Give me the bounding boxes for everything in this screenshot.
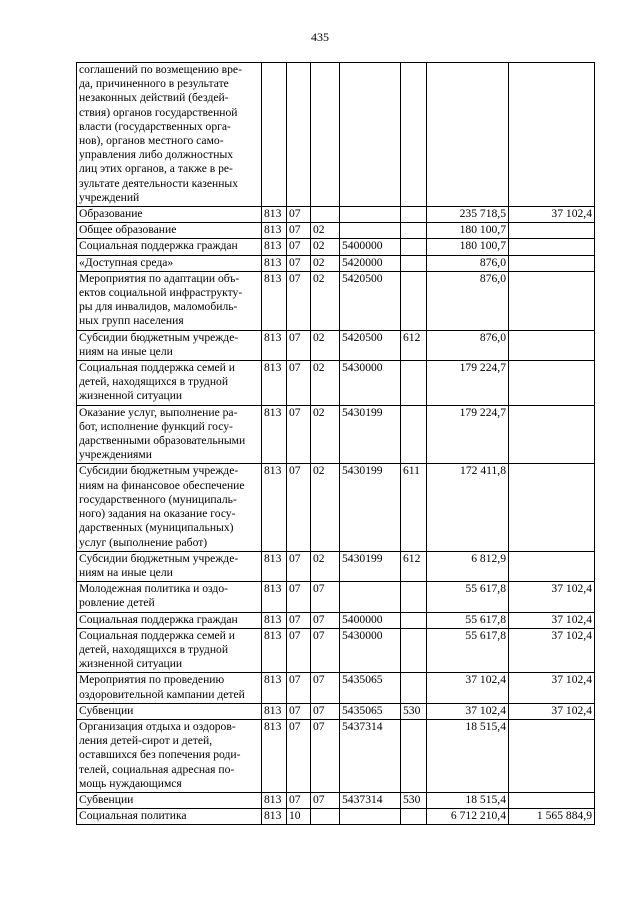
- cell-amount-total-text: 55 617,8: [465, 582, 506, 596]
- cell-department-code-text: 813: [264, 223, 282, 237]
- cell-amount-subvention-text: 1 565 884,9: [536, 809, 592, 823]
- cell-section-code: [287, 628, 311, 673]
- table-row: [77, 405, 595, 464]
- cell-expense-type-code: [401, 330, 427, 360]
- cell-target-article-code: [340, 330, 401, 360]
- cell-amount-total-text: 6 712 210,4: [450, 809, 506, 823]
- cell-name: [77, 405, 262, 464]
- cell-name: [77, 63, 262, 207]
- cell-subsection-code-text: 02: [313, 271, 325, 285]
- cell-expense-type-code: [401, 464, 427, 551]
- cell-department-code-text: 813: [264, 809, 282, 823]
- cell-name: [77, 464, 262, 551]
- cell-subsection-code: [311, 673, 340, 703]
- cell-amount-total: [427, 239, 509, 255]
- cell-amount-subvention: [509, 255, 595, 271]
- cell-name-text: Субсидии бюджетным учрежде- ниям на финансовое обеспечение государственного (муниципаль- ного) задания на оказание госу- дарственных (муниципальных) услуг (выполнение работ): [79, 464, 245, 549]
- cell-expense-type-code: [401, 628, 427, 673]
- cell-section-code-text: 07: [289, 582, 301, 596]
- cell-name-text: Субвенции: [79, 792, 134, 806]
- cell-target-article-code-text: 5435065: [342, 703, 383, 717]
- table-row: [77, 582, 595, 612]
- cell-subsection-code-text: 02: [313, 464, 325, 478]
- cell-amount-total: [427, 464, 509, 551]
- cell-expense-type-code: [401, 63, 427, 207]
- cell-name: [77, 255, 262, 271]
- cell-expense-type-code: [401, 361, 427, 406]
- cell-amount-total-text: 18 515,4: [465, 719, 506, 733]
- cell-section-code-text: 07: [289, 612, 301, 626]
- cell-section-code-text: 07: [289, 792, 301, 806]
- cell-section-code-text: 07: [289, 719, 301, 733]
- cell-target-article-code: [340, 612, 401, 628]
- cell-amount-subvention-text: 37 102,4: [551, 703, 592, 717]
- cell-name-text: Образование: [79, 207, 143, 221]
- cell-amount-total-text: 235 718,5: [459, 207, 506, 221]
- cell-name: [77, 223, 262, 239]
- cell-target-article-code-text: 5400000: [342, 239, 383, 253]
- cell-department-code-text: 813: [264, 330, 282, 344]
- cell-target-article-code: [340, 207, 401, 223]
- cell-expense-type-code: [401, 405, 427, 464]
- cell-section-code: [287, 792, 311, 808]
- cell-expense-type-code: [401, 792, 427, 808]
- cell-subsection-code-text: 02: [313, 330, 325, 344]
- cell-expense-type-code-text: 612: [403, 551, 421, 565]
- cell-expense-type-code: [401, 271, 427, 330]
- cell-department-code-text: 813: [264, 551, 282, 565]
- cell-department-code-text: 813: [264, 361, 282, 375]
- cell-target-article-code: [340, 405, 401, 464]
- cell-name: [77, 551, 262, 581]
- cell-department-code-text: 813: [264, 628, 282, 642]
- cell-section-code-text: 07: [289, 271, 301, 285]
- table-row: [77, 63, 595, 207]
- cell-amount-subvention: [509, 551, 595, 581]
- cell-name: [77, 207, 262, 223]
- cell-subsection-code-text: 02: [313, 551, 325, 565]
- cell-target-article-code: [340, 223, 401, 239]
- cell-target-article-code-text: 5430000: [342, 628, 383, 642]
- cell-subsection-code: [311, 612, 340, 628]
- cell-amount-subvention: [509, 271, 595, 330]
- cell-amount-subvention: [509, 63, 595, 207]
- cell-name-text: Общее образование: [79, 223, 177, 237]
- cell-section-code: [287, 551, 311, 581]
- cell-amount-subvention: [509, 207, 595, 223]
- table-row: [77, 361, 595, 406]
- cell-department-code: [262, 405, 287, 464]
- cell-department-code-text: 813: [264, 464, 282, 478]
- cell-name: [77, 612, 262, 628]
- cell-amount-total-text: 18 515,4: [465, 792, 506, 806]
- cell-section-code: [287, 330, 311, 360]
- cell-target-article-code: [340, 271, 401, 330]
- table-row: [77, 792, 595, 808]
- cell-target-article-code: [340, 582, 401, 612]
- cell-name: [77, 703, 262, 719]
- cell-name: [77, 361, 262, 406]
- cell-amount-total-text: 180 100,7: [459, 239, 506, 253]
- cell-target-article-code-text: 5435065: [342, 673, 383, 687]
- cell-name-text: Социальная поддержка семей и детей, находящихся в трудной жизненной ситуации: [79, 628, 235, 671]
- cell-department-code-text: 813: [264, 673, 282, 687]
- cell-amount-total: [427, 223, 509, 239]
- cell-department-code-text: 813: [264, 207, 282, 221]
- cell-department-code: [262, 612, 287, 628]
- cell-target-article-code: [340, 63, 401, 207]
- cell-subsection-code-text: 02: [313, 239, 325, 253]
- cell-amount-subvention-text: 37 102,4: [551, 207, 592, 221]
- cell-amount-subvention: [509, 405, 595, 464]
- table-body: [77, 63, 595, 825]
- cell-section-code: [287, 405, 311, 464]
- cell-subsection-code: [311, 582, 340, 612]
- cell-section-code-text: 07: [289, 223, 301, 237]
- cell-amount-subvention: [509, 361, 595, 406]
- cell-name-text: Оказание услуг, выполнение ра- бот, исполнение функций госу- дарственными образовательными учреждениями: [79, 405, 246, 462]
- cell-department-code: [262, 703, 287, 719]
- cell-amount-total: [427, 551, 509, 581]
- cell-amount-subvention: [509, 582, 595, 612]
- cell-target-article-code: [340, 673, 401, 703]
- table-row: [77, 719, 595, 792]
- cell-name: [77, 673, 262, 703]
- cell-amount-total: [427, 330, 509, 360]
- cell-section-code-text: 07: [289, 628, 301, 642]
- table-row: [77, 239, 595, 255]
- cell-department-code: [262, 582, 287, 612]
- cell-subsection-code-text: 07: [313, 628, 325, 642]
- table-row: [77, 271, 595, 330]
- cell-department-code: [262, 792, 287, 808]
- cell-target-article-code-text: 5437314: [342, 792, 383, 806]
- cell-subsection-code-text: 02: [313, 405, 325, 419]
- cell-target-article-code-text: 5430199: [342, 405, 383, 419]
- cell-name: [77, 628, 262, 673]
- cell-section-code-text: 07: [289, 239, 301, 253]
- cell-section-code-text: 07: [289, 703, 301, 717]
- cell-expense-type-code: [401, 207, 427, 223]
- table-row: [77, 809, 595, 825]
- cell-section-code-text: 07: [289, 464, 301, 478]
- cell-department-code: [262, 223, 287, 239]
- cell-subsection-code: [311, 207, 340, 223]
- cell-section-code: [287, 207, 311, 223]
- table-row: [77, 330, 595, 360]
- cell-amount-total: [427, 271, 509, 330]
- cell-amount-total: [427, 405, 509, 464]
- cell-subsection-code-text: 07: [313, 719, 325, 733]
- cell-amount-total-text: 37 102,4: [465, 673, 506, 687]
- cell-department-code: [262, 551, 287, 581]
- cell-department-code: [262, 628, 287, 673]
- cell-amount-subvention-text: 37 102,4: [551, 673, 592, 687]
- cell-amount-total-text: 6 812,9: [471, 551, 506, 565]
- cell-expense-type-code-text: 612: [403, 330, 421, 344]
- cell-expense-type-code: [401, 612, 427, 628]
- cell-name: [77, 792, 262, 808]
- cell-name-text: Социальная поддержка граждан: [79, 239, 238, 253]
- cell-amount-total: [427, 703, 509, 719]
- cell-department-code: [262, 63, 287, 207]
- cell-section-code-text: 10: [289, 809, 301, 823]
- cell-amount-total-text: 179 224,7: [459, 405, 506, 419]
- cell-expense-type-code-text: 530: [403, 792, 421, 806]
- cell-name: [77, 719, 262, 792]
- cell-target-article-code: [340, 809, 401, 825]
- cell-subsection-code-text: 02: [313, 361, 325, 375]
- cell-amount-total: [427, 809, 509, 825]
- cell-subsection-code-text: 07: [313, 792, 325, 806]
- cell-subsection-code: [311, 628, 340, 673]
- cell-amount-subvention: [509, 223, 595, 239]
- cell-amount-subvention: [509, 719, 595, 792]
- cell-name-text: Молодежная политика и оздо- ровление детей: [79, 582, 228, 610]
- cell-section-code: [287, 673, 311, 703]
- cell-target-article-code-text: 5430199: [342, 464, 383, 478]
- cell-subsection-code: [311, 809, 340, 825]
- cell-department-code: [262, 809, 287, 825]
- cell-name-text: Социальная поддержка семей и детей, находящихся в трудной жизненной ситуации: [79, 361, 235, 403]
- table-row: [77, 628, 595, 673]
- cell-name-text: «Доступная среда»: [79, 255, 174, 269]
- cell-section-code: [287, 703, 311, 719]
- cell-amount-subvention: [509, 628, 595, 673]
- table-row: [77, 207, 595, 223]
- cell-amount-total-text: 37 102,4: [465, 703, 506, 717]
- cell-name-text: Социальная политика: [79, 809, 187, 823]
- cell-department-code: [262, 255, 287, 271]
- cell-department-code-text: 813: [264, 405, 282, 419]
- cell-subsection-code: [311, 239, 340, 255]
- cell-amount-total: [427, 673, 509, 703]
- cell-section-code: [287, 809, 311, 825]
- cell-section-code: [287, 582, 311, 612]
- cell-amount-total-text: 55 617,8: [465, 628, 506, 642]
- cell-expense-type-code-text: 530: [403, 703, 421, 717]
- cell-department-code: [262, 719, 287, 792]
- cell-section-code-text: 07: [289, 207, 301, 221]
- cell-name-text: Субвенции: [79, 703, 134, 717]
- table-row: [77, 223, 595, 239]
- cell-subsection-code: [311, 255, 340, 271]
- cell-expense-type-code: [401, 673, 427, 703]
- cell-target-article-code-text: 5400000: [342, 612, 383, 626]
- cell-subsection-code-text: 07: [313, 582, 325, 596]
- cell-department-code: [262, 464, 287, 551]
- cell-expense-type-code: [401, 719, 427, 792]
- cell-name: [77, 330, 262, 360]
- cell-subsection-code: [311, 703, 340, 719]
- table-row: [77, 464, 595, 551]
- cell-amount-total: [427, 792, 509, 808]
- cell-target-article-code: [340, 361, 401, 406]
- cell-subsection-code-text: 07: [313, 703, 325, 717]
- cell-expense-type-code: [401, 582, 427, 612]
- cell-name-text: Социальная поддержка граждан: [79, 612, 238, 626]
- cell-amount-subvention: [509, 792, 595, 808]
- cell-amount-subvention-text: 37 102,4: [551, 612, 592, 626]
- cell-amount-subvention: [509, 464, 595, 551]
- cell-name: [77, 239, 262, 255]
- cell-amount-total: [427, 719, 509, 792]
- cell-expense-type-code: [401, 703, 427, 719]
- cell-section-code: [287, 63, 311, 207]
- cell-department-code-text: 813: [264, 792, 282, 806]
- page-number: 435: [311, 30, 329, 44]
- cell-section-code: [287, 464, 311, 551]
- budget-table: [76, 62, 595, 825]
- cell-target-article-code-text: 5430000: [342, 361, 383, 375]
- cell-section-code-text: 07: [289, 551, 301, 565]
- cell-amount-total: [427, 255, 509, 271]
- cell-name-text: соглашений по возмещению вре- да, причиненного в результате незаконных действий (бездей- ствия) органов государственной власти (государственных орга- нов), органов местного само- управления либо должностных лиц этих органов, а также в ре- зультате деятельности казенных учреждений: [79, 63, 242, 204]
- cell-amount-subvention: [509, 703, 595, 719]
- cell-target-article-code: [340, 464, 401, 551]
- cell-expense-type-code-text: 611: [403, 464, 420, 478]
- cell-subsection-code: [311, 405, 340, 464]
- cell-amount-subvention: [509, 239, 595, 255]
- cell-department-code-text: 813: [264, 719, 282, 733]
- cell-amount-total: [427, 361, 509, 406]
- table-row: [77, 703, 595, 719]
- table-row: [77, 551, 595, 581]
- cell-amount-total-text: 180 100,7: [459, 223, 506, 237]
- cell-amount-subvention: [509, 809, 595, 825]
- cell-subsection-code: [311, 271, 340, 330]
- cell-amount-total: [427, 628, 509, 673]
- cell-expense-type-code: [401, 255, 427, 271]
- table-row: [77, 673, 595, 703]
- cell-department-code: [262, 207, 287, 223]
- cell-subsection-code: [311, 63, 340, 207]
- cell-expense-type-code: [401, 239, 427, 255]
- cell-subsection-code: [311, 719, 340, 792]
- cell-name-text: Мероприятия по проведению оздоровительной кампании детей: [79, 673, 245, 701]
- cell-section-code: [287, 255, 311, 271]
- cell-section-code: [287, 271, 311, 330]
- cell-subsection-code: [311, 464, 340, 551]
- cell-amount-subvention: [509, 612, 595, 628]
- cell-target-article-code-text: 5420500: [342, 271, 383, 285]
- cell-department-code: [262, 673, 287, 703]
- cell-target-article-code-text: 5437314: [342, 719, 383, 733]
- cell-subsection-code-text: 02: [313, 255, 325, 269]
- cell-target-article-code: [340, 628, 401, 673]
- cell-amount-total-text: 55 617,8: [465, 612, 506, 626]
- cell-subsection-code-text: 02: [313, 223, 325, 237]
- cell-amount-total: [427, 612, 509, 628]
- cell-subsection-code: [311, 792, 340, 808]
- cell-section-code: [287, 239, 311, 255]
- cell-section-code: [287, 719, 311, 792]
- cell-amount-total-text: 876,0: [479, 271, 506, 285]
- cell-amount-total: [427, 63, 509, 207]
- cell-target-article-code: [340, 551, 401, 581]
- table-row: [77, 255, 595, 271]
- table-row: [77, 612, 595, 628]
- cell-subsection-code: [311, 551, 340, 581]
- cell-department-code: [262, 330, 287, 360]
- cell-target-article-code: [340, 719, 401, 792]
- cell-department-code: [262, 271, 287, 330]
- cell-section-code: [287, 612, 311, 628]
- cell-amount-total-text: 876,0: [479, 255, 506, 269]
- cell-section-code-text: 07: [289, 361, 301, 375]
- cell-section-code: [287, 223, 311, 239]
- cell-amount-subvention: [509, 673, 595, 703]
- cell-amount-total-text: 172 411,8: [460, 464, 506, 478]
- cell-amount-subvention-text: 37 102,4: [551, 582, 592, 596]
- cell-department-code-text: 813: [264, 271, 282, 285]
- cell-target-article-code-text: 5430199: [342, 551, 383, 565]
- cell-amount-subvention: [509, 330, 595, 360]
- cell-department-code: [262, 361, 287, 406]
- cell-name: [77, 271, 262, 330]
- cell-target-article-code: [340, 255, 401, 271]
- cell-subsection-code-text: 07: [313, 612, 325, 626]
- cell-amount-total-text: 179 224,7: [459, 361, 506, 375]
- cell-section-code-text: 07: [289, 255, 301, 269]
- cell-amount-total: [427, 582, 509, 612]
- cell-department-code-text: 813: [264, 239, 282, 253]
- cell-subsection-code: [311, 223, 340, 239]
- cell-name-text: Организация отдыха и оздоров- ления детей-сирот и детей, оставшихся без попечения роди- телей, социальная адресная по- мощь нуждающимся: [79, 719, 241, 790]
- cell-subsection-code: [311, 330, 340, 360]
- cell-expense-type-code: [401, 223, 427, 239]
- cell-subsection-code-text: 07: [313, 673, 325, 687]
- cell-department-code: [262, 239, 287, 255]
- cell-target-article-code-text: 5420000: [342, 255, 383, 269]
- cell-section-code: [287, 361, 311, 406]
- cell-amount-total-text: 876,0: [479, 330, 506, 344]
- cell-department-code-text: 813: [264, 255, 282, 269]
- cell-name-text: Субсидии бюджетным учрежде- ниям на иные цели: [79, 330, 239, 358]
- cell-expense-type-code: [401, 809, 427, 825]
- cell-target-article-code-text: 5420500: [342, 330, 383, 344]
- cell-name: [77, 582, 262, 612]
- cell-expense-type-code: [401, 551, 427, 581]
- cell-department-code-text: 813: [264, 703, 282, 717]
- cell-name-text: Мероприятия по адаптации объ- ектов социальной инфраструкту- ры для инвалидов, маломобиль- ных групп населения: [79, 271, 243, 328]
- cell-name: [77, 809, 262, 825]
- cell-department-code-text: 813: [264, 582, 282, 596]
- cell-target-article-code: [340, 239, 401, 255]
- cell-section-code-text: 07: [289, 673, 301, 687]
- cell-subsection-code: [311, 361, 340, 406]
- cell-amount-subvention-text: 37 102,4: [551, 628, 592, 642]
- cell-section-code-text: 07: [289, 330, 301, 344]
- cell-target-article-code: [340, 792, 401, 808]
- cell-name-text: Субсидии бюджетным учрежде- ниям на иные цели: [79, 551, 239, 579]
- cell-amount-total: [427, 207, 509, 223]
- cell-target-article-code: [340, 703, 401, 719]
- cell-section-code-text: 07: [289, 405, 301, 419]
- cell-department-code-text: 813: [264, 612, 282, 626]
